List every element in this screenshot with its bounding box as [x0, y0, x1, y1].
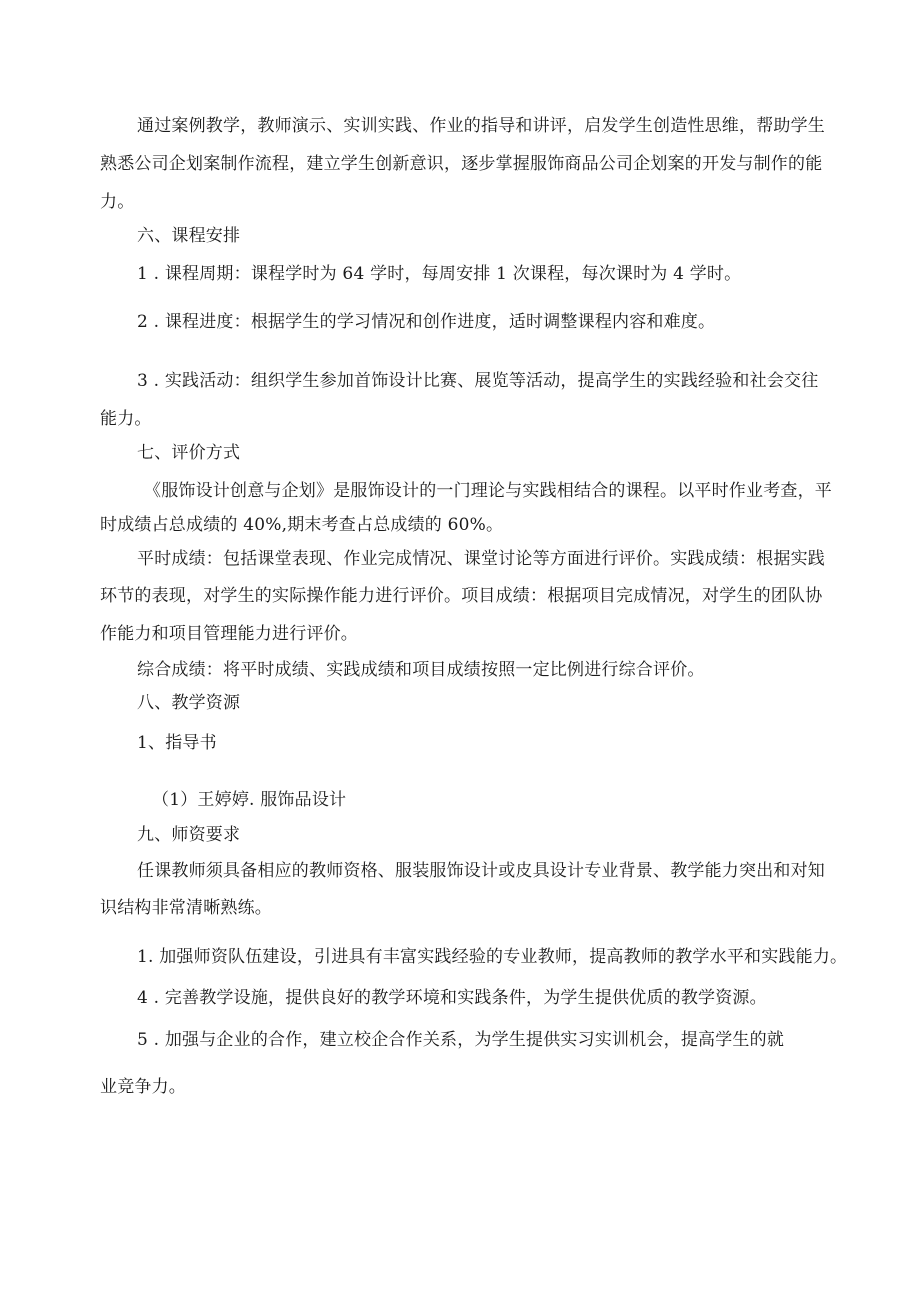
intro-line-2: 熟悉公司企划案制作流程，建立学生创新意识，逐步掌握服饰商品公司企划案的开发与制作的能 [100, 154, 823, 174]
section-7-heading: 七、评价方式 [137, 443, 241, 463]
section-8-subheading: 1、指导书 [137, 733, 217, 753]
section-6-item-2: 2 . 课程进度：根据学生的学习情况和创作进度，适时调整课程内容和难度。 [137, 312, 716, 332]
section-7-para-1: 《服饰设计创意与企划》是服饰设计的一门理论与实践相结合的课程。以平时作业考查，平 [144, 481, 832, 501]
section-9-item-5-cont: 业竞争力。 [100, 1077, 186, 1097]
section-9-para-1: 任课教师须具备相应的教师资格、服装服饰设计或皮具设计专业背景、教学能力突出和对知 [137, 861, 825, 881]
section-9-item-5: 5 . 加强与企业的合作，建立校企合作关系，为学生提供实习实训机会，提高学生的就 [137, 1030, 785, 1050]
intro-line-3: 力。 [100, 192, 135, 212]
section-8-book: （1）王婷婷. 服饰品设计 [152, 790, 347, 810]
section-6-item-3-cont: 能力。 [100, 409, 152, 429]
section-9-item-4: 4 . 完善教学设施，提供良好的教学环境和实践条件，为学生提供优质的教学资源。 [137, 988, 767, 1008]
section-7-para-2: 平时成绩：包括课堂表现、作业完成情况、课堂讨论等方面进行评价。实践成绩：根据实践 [137, 549, 825, 569]
section-6-item-1: 1 . 课程周期：课程学时为 64 学时，每周安排 1 次课程，每次课时为 4 学时。 [137, 264, 742, 284]
section-6-item-3: 3 . 实践活动：组织学生参加首饰设计比赛、展览等活动，提高学生的实践经验和社会交往 [137, 371, 819, 391]
section-7-para-2-cont-2: 作能力和项目管理能力进行评价。 [100, 624, 358, 644]
intro-line-1: 通过案例教学，教师演示、实训实践、作业的指导和讲评，启发学生创造性思维，帮助学生 [137, 116, 825, 136]
section-9-para-1-cont: 识结构非常清晰熟练。 [100, 898, 272, 918]
section-7-para-1-cont: 时成绩占总成绩的 40%,期末考查占总成绩的 60%。 [100, 515, 504, 535]
section-6-heading: 六、课程安排 [137, 226, 241, 246]
section-9-heading: 九、师资要求 [137, 825, 241, 845]
section-7-para-3: 综合成绩：将平时成绩、实践成绩和项目成绩按照一定比例进行综合评价。 [137, 660, 705, 680]
section-8-heading: 八、教学资源 [137, 693, 241, 713]
section-7-para-2-cont-1: 环节的表现，对学生的实际操作能力进行评价。项目成绩：根据项目完成情况，对学生的团队协 [100, 586, 823, 606]
section-9-item-1: 1. 加强师资队伍建设，引进具有丰富实践经验的专业教师，提高教师的教学水平和实践能力。 [137, 947, 848, 967]
